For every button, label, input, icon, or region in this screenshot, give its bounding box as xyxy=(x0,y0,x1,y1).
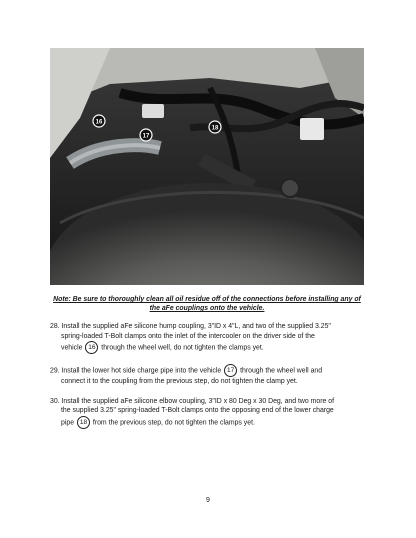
part-callout-18: 18 xyxy=(77,416,90,429)
engine-bay-illustration xyxy=(50,48,364,285)
step-30-line-2: the supplied 3.25" spring-loaded T-Bolt clamps onto the opposing end of the lower charge xyxy=(61,407,334,415)
instruction-steps xyxy=(50,322,370,439)
step-30-line-3: pipe 18 from the previous step, do not tighten the clamps yet. xyxy=(50,416,370,429)
step-29-line-2: connect it to the coupling from the previous step, do not tighten the clamp yet. xyxy=(61,378,298,386)
svg-text:17: 17 xyxy=(142,133,150,140)
page-number: 9 xyxy=(206,497,210,504)
part-callout-17: 17 xyxy=(224,364,237,377)
step-28-line-2: spring-loaded T-Bolt clamps onto the inlet of the intercooler on the driver side of the xyxy=(61,332,315,340)
step-28-line-3: vehicle 16 through the wheel well, do not tighten the clamps yet. xyxy=(50,341,370,354)
svg-text:18: 18 xyxy=(211,125,219,132)
installation-photo xyxy=(50,48,364,285)
svg-text:16: 16 xyxy=(95,119,103,126)
marker-18 xyxy=(209,121,221,133)
step-28: 28. Install the supplied aFe silicone hump coupling, 3"ID x 4"L, and two of the supplied 3.25" spring-loaded T-Bolt clamps onto the inlet of the intercooler on the driver side of the vehicle 16 through the wheel well, do not tighten the clamps yet. xyxy=(50,322,370,354)
part-callout-16: 16 xyxy=(85,341,98,354)
step-30: 30. Install the supplied aFe silicone elbow coupling, 3"ID x 80 Deg x 30 Deg, and two more of the supplied 3.25" spring-loaded T-Bolt clamps onto the opposing end of the lower charge pipe 18 from the previous step, do not tighten the clamps yet. xyxy=(50,397,370,429)
marker-17 xyxy=(140,129,152,141)
cleaning-note: Note: Be sure to thoroughly clean all oil residue off of the connections before installing any of the aFe couplings onto the vehicle. xyxy=(53,296,361,312)
step-29: 29. Install the lower hot side charge pipe into the vehicle 17 through the wheel well and connect it to the coupling from the previous step, do not tighten the clamp yet. xyxy=(50,364,370,387)
marker-16 xyxy=(93,115,105,127)
